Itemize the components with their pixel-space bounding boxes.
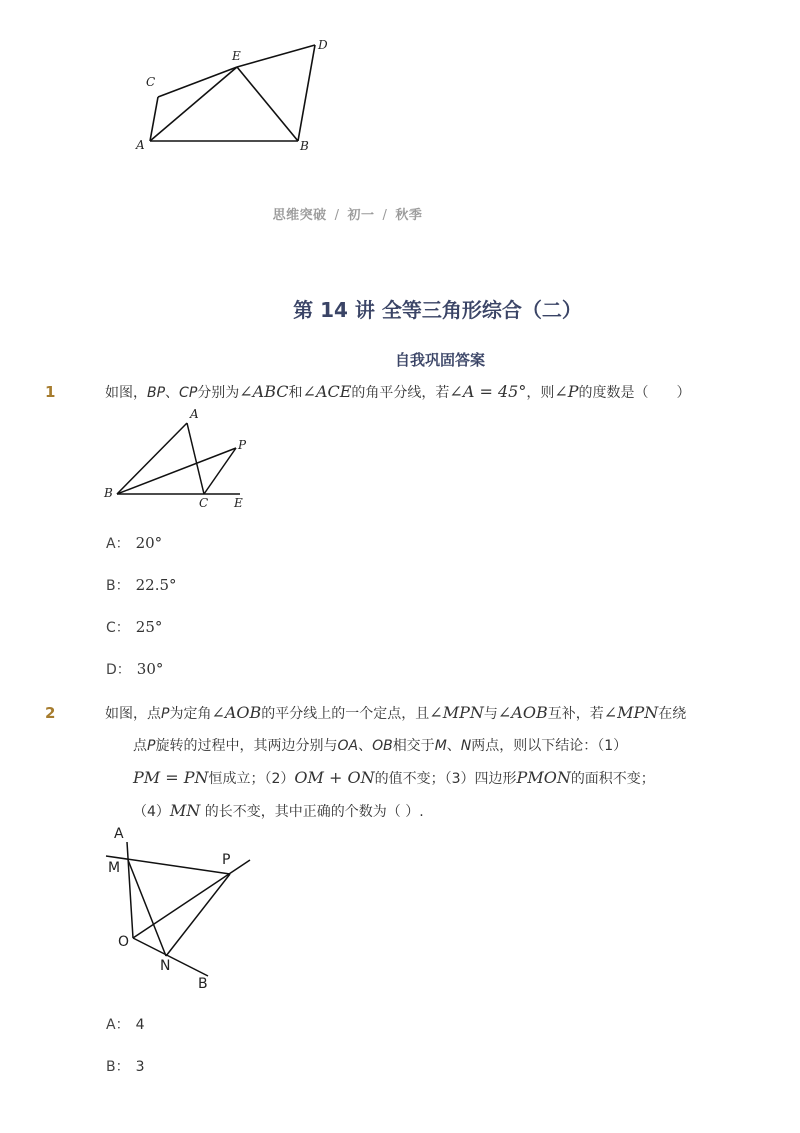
- option-d[interactable]: D： 30°: [106, 660, 164, 678]
- breadcrumb-course[interactable]: 思维突破: [272, 208, 327, 223]
- label-p: P: [222, 852, 231, 868]
- figure-question-1: [100, 405, 260, 515]
- label-e: E: [232, 49, 241, 63]
- label-a: A: [190, 407, 199, 421]
- label-b: B: [104, 486, 113, 500]
- option-a[interactable]: A： 4: [106, 1017, 145, 1033]
- section-subtitle: 自我巩固答案: [394, 351, 485, 369]
- question-number-2: 2: [45, 704, 56, 722]
- label-a: A: [136, 138, 145, 152]
- label-c: C: [199, 496, 209, 510]
- label-c: C: [146, 75, 156, 89]
- label-m: M: [108, 860, 121, 876]
- breadcrumb-grade[interactable]: 初一: [347, 208, 375, 223]
- option-b[interactable]: B： 22.5°: [106, 576, 177, 594]
- breadcrumb-separator: /: [382, 208, 388, 223]
- breadcrumb: [0, 204, 695, 223]
- option-c[interactable]: C： 25°: [106, 618, 163, 636]
- question-2-text: 如图，点P为定角∠AOB的平分线上的一个定点，且∠MPN与∠AOB互补，若∠MPN在绕 点P旋转的过程中，其两边分别与OA、OB相交于M、N两点，则以下结论：（1） PM = PN恒成立；（2）OM + ON的值不变；（3）四边形PMON的面积不变； （4）MN 的长不变，其中正确的个数为（ ）.: [105, 703, 687, 820]
- question-1-text: 如图，BP、CP分别为∠ABC和∠ACE的角平分线，若∠A = 45°，则∠P的度数是（ ）: [105, 382, 691, 401]
- label-e: E: [234, 496, 243, 510]
- label-o: O: [118, 934, 130, 950]
- question-number-1: 1: [45, 383, 56, 401]
- label-n: N: [160, 958, 171, 974]
- breadcrumb-term[interactable]: 秋季: [395, 208, 423, 223]
- label-b: B: [300, 139, 309, 153]
- option-a[interactable]: A： 20°: [106, 534, 163, 552]
- label-d: D: [318, 38, 328, 52]
- option-b[interactable]: B： 3: [106, 1059, 145, 1075]
- label-a: A: [114, 826, 124, 842]
- breadcrumb-separator: /: [334, 208, 340, 223]
- figure-quadrilateral: [130, 35, 340, 160]
- label-p: P: [238, 438, 247, 452]
- label-b: B: [198, 976, 208, 992]
- page-title: 第 14 讲 全等三角形综合（二）: [293, 298, 582, 322]
- figure-question-2: [100, 820, 265, 995]
